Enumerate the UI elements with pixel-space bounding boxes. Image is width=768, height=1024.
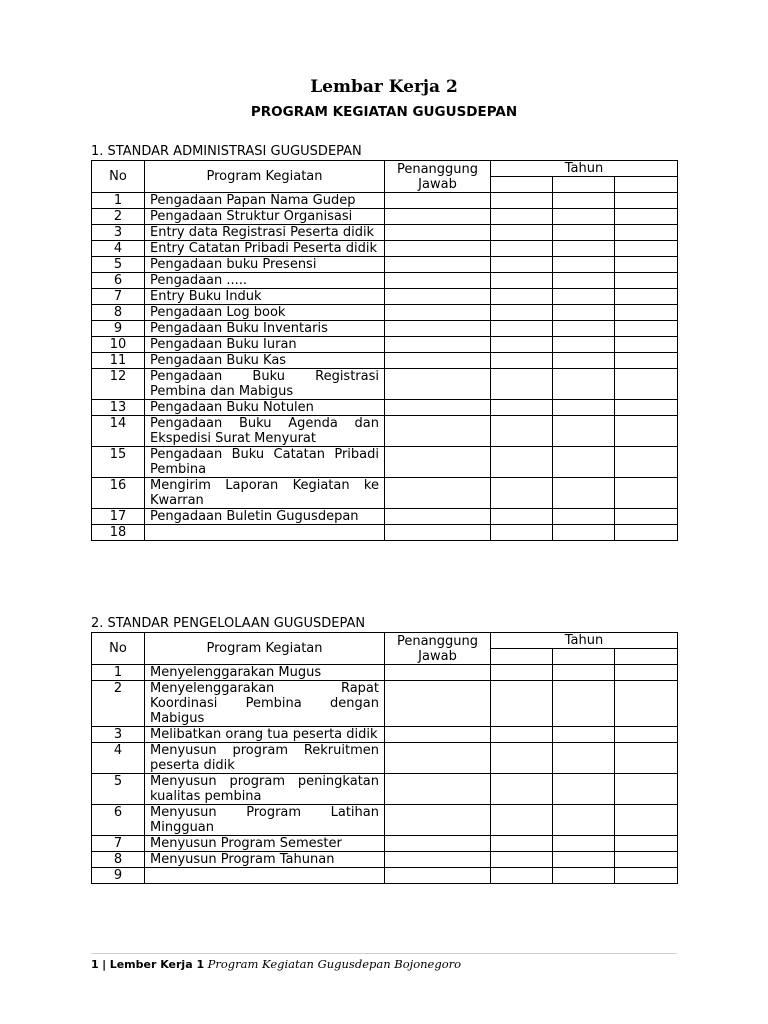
penanggung-jawab-cell [385, 273, 491, 289]
table-row [92, 447, 678, 478]
tahun-cell-1 [491, 805, 553, 836]
tahun-cell-2 [553, 852, 615, 868]
table-row [92, 305, 678, 321]
row-program: Pengadaan Buletin Gugusdepan [145, 509, 385, 525]
tahun-cell-3 [615, 774, 678, 805]
penanggung-jawab-cell [385, 478, 491, 509]
row-program: Pengadaan ..... [145, 273, 385, 289]
tahun-cell-2 [553, 400, 615, 416]
row-number: 3 [92, 225, 145, 241]
tahun-cell-1 [491, 681, 553, 727]
table-row [92, 225, 678, 241]
penanggung-jawab-cell [385, 852, 491, 868]
tahun-cell-1 [491, 509, 553, 525]
tahun-cell-1 [491, 400, 553, 416]
tahun-cell-1 [491, 727, 553, 743]
page-footer [91, 957, 461, 971]
table-row [92, 321, 678, 337]
tahun-cell-3 [615, 337, 678, 353]
tahun-cell-1 [491, 353, 553, 369]
tahun-cell-2 [553, 681, 615, 727]
tahun-col-3 [615, 177, 678, 193]
row-number: 8 [92, 852, 145, 868]
row-program: Pengadaan buku Presensi [145, 257, 385, 273]
tahun-cell-1 [491, 369, 553, 400]
tahun-cell-1 [491, 273, 553, 289]
row-number: 1 [92, 193, 145, 209]
row-number: 15 [92, 447, 145, 478]
row-program: Menyelenggarakan Mugus [145, 665, 385, 681]
row-number: 17 [92, 509, 145, 525]
tahun-cell-2 [553, 509, 615, 525]
penanggung-jawab-cell [385, 321, 491, 337]
footer-page-number: 1 [91, 958, 99, 971]
row-program: Pengadaan Buku Catatan Pribadi Pembina [145, 447, 385, 478]
row-program: Pengadaan Buku Iuran [145, 337, 385, 353]
tahun-cell-3 [615, 525, 678, 541]
tahun-cell-2 [553, 369, 615, 400]
penanggung-jawab-cell [385, 337, 491, 353]
tahun-cell-2 [553, 743, 615, 774]
row-program: Menyusun program peningkatan kualitas pembina [145, 774, 385, 805]
penanggung-jawab-cell [385, 681, 491, 727]
table-row [92, 743, 678, 774]
row-number: 11 [92, 353, 145, 369]
table-row [92, 209, 678, 225]
row-number: 8 [92, 305, 145, 321]
penanggung-jawab-cell [385, 369, 491, 400]
tahun-cell-2 [553, 665, 615, 681]
penanggung-jawab-cell [385, 727, 491, 743]
row-number: 18 [92, 525, 145, 541]
tahun-cell-1 [491, 836, 553, 852]
tahun-cell-1 [491, 665, 553, 681]
tahun-cell-2 [553, 727, 615, 743]
row-program: Melibatkan orang tua peserta didik [145, 727, 385, 743]
tahun-cell-1 [491, 193, 553, 209]
row-number: 13 [92, 400, 145, 416]
section-1-title: 1. STANDAR ADMINISTRASI GUGUSDEPAN [91, 144, 362, 159]
penanggung-jawab-cell [385, 805, 491, 836]
tahun-cell-2 [553, 337, 615, 353]
header-no: No [92, 633, 145, 665]
tahun-cell-3 [615, 509, 678, 525]
tahun-col-1 [491, 649, 553, 665]
tahun-cell-3 [615, 209, 678, 225]
tahun-cell-3 [615, 257, 678, 273]
page-title: Lembar Kerja 2 [310, 77, 458, 97]
tahun-cell-2 [553, 353, 615, 369]
row-program: Mengirim Laporan Kegiatan ke Kwarran [145, 478, 385, 509]
table-row [92, 257, 678, 273]
table-row [92, 241, 678, 257]
table-row [92, 353, 678, 369]
row-program: Menyelenggarakan Rapat Koordinasi Pembina dengan Mabigus [145, 681, 385, 727]
penanggung-jawab-cell [385, 447, 491, 478]
row-number: 7 [92, 289, 145, 305]
table-row [92, 400, 678, 416]
header-tahun: Tahun [491, 633, 678, 649]
row-number: 4 [92, 241, 145, 257]
penanggung-jawab-cell [385, 209, 491, 225]
section-2-body [92, 665, 678, 884]
row-program: Pengadaan Buku Kas [145, 353, 385, 369]
section-1-body [92, 193, 678, 541]
table-row [92, 836, 678, 852]
row-number: 10 [92, 337, 145, 353]
tahun-cell-3 [615, 852, 678, 868]
penanggung-jawab-cell [385, 665, 491, 681]
tahun-cell-2 [553, 289, 615, 305]
penanggung-jawab-cell [385, 774, 491, 805]
penanggung-jawab-cell [385, 193, 491, 209]
table-row [92, 525, 678, 541]
tahun-cell-3 [615, 321, 678, 337]
section-2-table [91, 632, 678, 884]
table-row [92, 478, 678, 509]
footer-label: Lember Kerja 1 [109, 958, 205, 971]
header-program: Program Kegiatan [145, 633, 385, 665]
tahun-cell-2 [553, 273, 615, 289]
section-1-table [91, 160, 678, 541]
table-row [92, 868, 678, 884]
tahun-cell-1 [491, 774, 553, 805]
row-number: 14 [92, 416, 145, 447]
row-number: 5 [92, 774, 145, 805]
penanggung-jawab-cell [385, 525, 491, 541]
row-number: 2 [92, 681, 145, 727]
tahun-cell-1 [491, 321, 553, 337]
tahun-col-2 [553, 649, 615, 665]
row-program: Pengadaan Buku Registrasi Pembina dan Mabigus [145, 369, 385, 400]
tahun-cell-2 [553, 868, 615, 884]
tahun-col-1 [491, 177, 553, 193]
tahun-cell-1 [491, 257, 553, 273]
table-row [92, 273, 678, 289]
table-row [92, 337, 678, 353]
row-number: 12 [92, 369, 145, 400]
penanggung-jawab-cell [385, 289, 491, 305]
footer-divider [91, 953, 677, 954]
row-number: 3 [92, 727, 145, 743]
tahun-cell-3 [615, 665, 678, 681]
tahun-cell-2 [553, 321, 615, 337]
penanggung-jawab-cell [385, 400, 491, 416]
row-program: Menyusun Program Latihan Mingguan [145, 805, 385, 836]
tahun-col-2 [553, 177, 615, 193]
tahun-cell-3 [615, 225, 678, 241]
tahun-cell-3 [615, 369, 678, 400]
header-tahun: Tahun [491, 161, 678, 177]
tahun-cell-3 [615, 478, 678, 509]
tahun-cell-2 [553, 193, 615, 209]
row-program: Pengadaan Log book [145, 305, 385, 321]
tahun-cell-3 [615, 743, 678, 774]
tahun-cell-1 [491, 305, 553, 321]
table-row [92, 774, 678, 805]
row-program: Pengadaan Buku Inventaris [145, 321, 385, 337]
tahun-cell-3 [615, 416, 678, 447]
tahun-cell-3 [615, 193, 678, 209]
row-program: Menyusun Program Semester [145, 836, 385, 852]
table-row [92, 727, 678, 743]
row-program: Menyusun Program Tahunan [145, 852, 385, 868]
penanggung-jawab-cell [385, 353, 491, 369]
tahun-cell-3 [615, 727, 678, 743]
tahun-cell-2 [553, 525, 615, 541]
row-number: 2 [92, 209, 145, 225]
tahun-cell-2 [553, 257, 615, 273]
tahun-cell-2 [553, 305, 615, 321]
tahun-cell-2 [553, 478, 615, 509]
row-number: 6 [92, 805, 145, 836]
tahun-col-3 [615, 649, 678, 665]
row-number: 16 [92, 478, 145, 509]
tahun-cell-2 [553, 416, 615, 447]
tahun-cell-1 [491, 478, 553, 509]
tahun-cell-2 [553, 774, 615, 805]
row-program [145, 868, 385, 884]
row-program: Menyusun program Rekruitmen peserta didik [145, 743, 385, 774]
header-no: No [92, 161, 145, 193]
row-program: Pengadaan Struktur Organisasi [145, 209, 385, 225]
section-2-title: 2. STANDAR PENGELOLAAN GUGUSDEPAN [91, 616, 366, 631]
row-number: 6 [92, 273, 145, 289]
penanggung-jawab-cell [385, 868, 491, 884]
tahun-cell-2 [553, 805, 615, 836]
penanggung-jawab-cell [385, 743, 491, 774]
penanggung-jawab-cell [385, 416, 491, 447]
tahun-cell-1 [491, 868, 553, 884]
table-row [92, 681, 678, 727]
tahun-cell-1 [491, 852, 553, 868]
row-program: Pengadaan Buku Notulen [145, 400, 385, 416]
table-row [92, 665, 678, 681]
penanggung-jawab-cell [385, 241, 491, 257]
row-program: Pengadaan Papan Nama Gudep [145, 193, 385, 209]
tahun-cell-3 [615, 681, 678, 727]
tahun-cell-1 [491, 289, 553, 305]
tahun-cell-3 [615, 241, 678, 257]
row-number: 9 [92, 868, 145, 884]
table-row [92, 193, 678, 209]
tahun-cell-2 [553, 836, 615, 852]
table-row [92, 289, 678, 305]
page-subtitle: PROGRAM KEGIATAN GUGUSDEPAN [250, 104, 518, 120]
tahun-cell-3 [615, 447, 678, 478]
tahun-cell-2 [553, 209, 615, 225]
penanggung-jawab-cell [385, 305, 491, 321]
tahun-cell-3 [615, 400, 678, 416]
table-row [92, 852, 678, 868]
row-number: 5 [92, 257, 145, 273]
tahun-cell-1 [491, 225, 553, 241]
tahun-cell-3 [615, 868, 678, 884]
table-row [92, 509, 678, 525]
header-program: Program Kegiatan [145, 161, 385, 193]
row-program: Pengadaan Buku Agenda dan Ekspedisi Surat Menyurat [145, 416, 385, 447]
row-program: Entry data Registrasi Peserta didik [145, 225, 385, 241]
tahun-cell-2 [553, 241, 615, 257]
tahun-cell-1 [491, 416, 553, 447]
penanggung-jawab-cell [385, 257, 491, 273]
footer-document-title: Program Kegiatan Gugusdepan Bojonegoro [207, 957, 462, 971]
tahun-cell-1 [491, 743, 553, 774]
table-row [92, 416, 678, 447]
penanggung-jawab-cell [385, 225, 491, 241]
tahun-cell-1 [491, 337, 553, 353]
row-program: Entry Catatan Pribadi Peserta didik [145, 241, 385, 257]
tahun-cell-3 [615, 805, 678, 836]
header-penanggung-jawab: Penanggung Jawab [385, 633, 491, 665]
header-penanggung-jawab: Penanggung Jawab [385, 161, 491, 193]
tahun-cell-1 [491, 209, 553, 225]
row-number: 1 [92, 665, 145, 681]
table-row [92, 805, 678, 836]
tahun-cell-3 [615, 353, 678, 369]
penanggung-jawab-cell [385, 836, 491, 852]
tahun-cell-3 [615, 273, 678, 289]
tahun-cell-2 [553, 225, 615, 241]
row-program [145, 525, 385, 541]
tahun-cell-1 [491, 447, 553, 478]
tahun-cell-3 [615, 836, 678, 852]
row-number: 7 [92, 836, 145, 852]
tahun-cell-1 [491, 241, 553, 257]
row-number: 9 [92, 321, 145, 337]
table-row [92, 369, 678, 400]
tahun-cell-2 [553, 447, 615, 478]
tahun-cell-3 [615, 289, 678, 305]
footer-separator: | [102, 958, 107, 971]
row-program: Entry Buku Induk [145, 289, 385, 305]
tahun-cell-3 [615, 305, 678, 321]
tahun-cell-1 [491, 525, 553, 541]
row-number: 4 [92, 743, 145, 774]
penanggung-jawab-cell [385, 509, 491, 525]
